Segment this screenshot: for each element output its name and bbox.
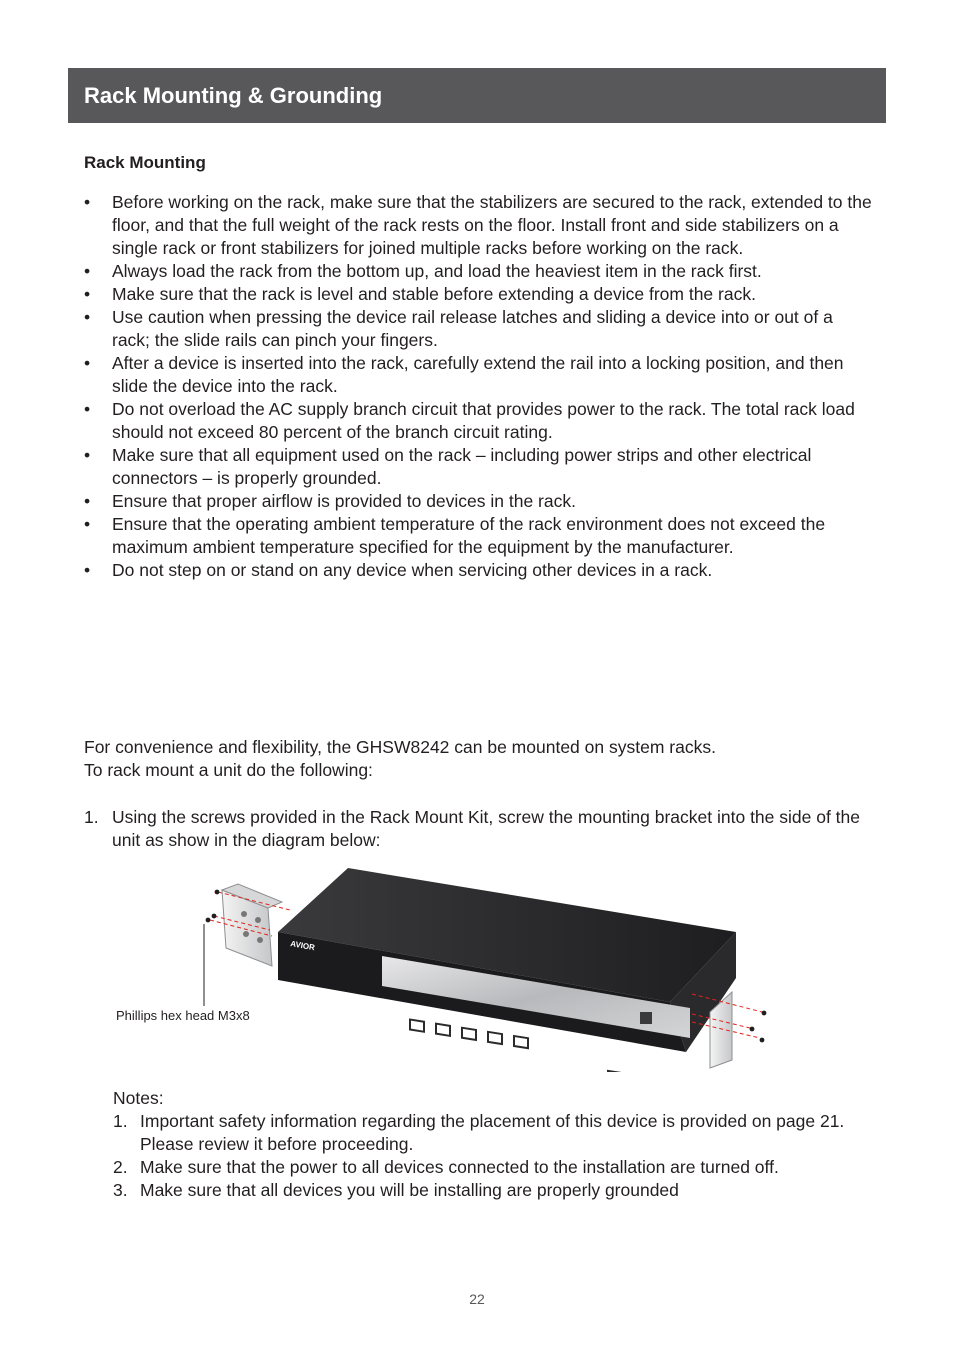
- bullet-item: [84, 513, 874, 559]
- bullet-symbol: •: [84, 261, 91, 281]
- bullet-text: Ensure that the operating ambient temperature of the rack environment does not exceed the maximum ambient temperature specified for the equipment by the manufacturer.: [112, 514, 826, 557]
- bullet-symbol: •: [84, 514, 91, 534]
- bullet-item: [84, 490, 874, 513]
- rack-mount-diagram: [110, 862, 790, 1072]
- note-text: Make sure that the power to all devices connected to the installation are turned off.: [140, 1157, 779, 1177]
- note-text: Important safety information regarding the placement of this device is provided on page 21. Please review it before proceeding.: [140, 1111, 845, 1154]
- section-heading-rack-mounting: Rack Mounting: [84, 153, 206, 172]
- screw-icon: [215, 890, 220, 895]
- note-number: 1.: [113, 1111, 128, 1131]
- screw-icon: [762, 1011, 767, 1016]
- bullet-text: After a device is inserted into the rack, carefully extend the rail into a locking position, and then slide the device into the rack.: [112, 353, 844, 396]
- page-number: 22: [469, 1291, 485, 1307]
- step-text: Using the screws provided in the Rack Mount Kit, screw the mounting bracket into the side of the unit as show in the diagram below:: [112, 807, 861, 850]
- screw-icon: [760, 1038, 765, 1043]
- bullet-symbol: •: [84, 491, 91, 511]
- ir-window: [640, 1012, 652, 1024]
- section-header-bar: [68, 68, 886, 123]
- bullet-item: [84, 306, 874, 352]
- bullet-symbol: •: [84, 307, 91, 327]
- notes-list: [113, 1110, 853, 1202]
- notes-title: Notes:: [113, 1088, 164, 1108]
- bullet-item: [84, 444, 874, 490]
- bullet-symbol: •: [84, 560, 91, 580]
- bullet-symbol: •: [84, 353, 91, 373]
- intro-line-2: To rack mount a unit do the following:: [84, 760, 373, 780]
- step-item: [84, 806, 874, 852]
- bullet-text: Ensure that proper airflow is provided to devices in the rack.: [112, 491, 576, 511]
- screw-callout-label: Phillips hex head M3x8: [116, 1008, 250, 1023]
- bullet-text: Before working on the rack, make sure that the stabilizers are secured to the rack, extended to the floor, and that the full weight of the rack rests on the floor. Install front and side stabilizers on a single rack or front stabilizers for joined multiple racks before working on the rack.: [112, 192, 872, 258]
- note-item: [113, 1179, 853, 1202]
- intro-paragraph: [84, 736, 874, 782]
- bullet-symbol: •: [84, 192, 91, 212]
- bullet-item: [84, 283, 874, 306]
- bullet-item: [84, 260, 874, 283]
- note-text: Make sure that all devices you will be installing are properly grounded: [140, 1180, 679, 1200]
- bullet-text: Do not step on or stand on any device when servicing other devices in a rack.: [112, 560, 713, 580]
- note-number: 2.: [113, 1157, 128, 1177]
- safety-bullet-list: [84, 191, 874, 582]
- note-number: 3.: [113, 1180, 128, 1200]
- note-item: [113, 1156, 853, 1179]
- note-item: [113, 1110, 853, 1156]
- switch-unit: [278, 868, 736, 1072]
- screw-icon: [750, 1027, 755, 1032]
- bullet-item: [84, 352, 874, 398]
- bullet-item: [84, 559, 874, 582]
- bullet-symbol: •: [84, 445, 91, 465]
- intro-line-1: For convenience and flexibility, the GHSW8242 can be mounted on system racks.: [84, 737, 716, 757]
- brand-logo: AVIOR: [289, 939, 316, 953]
- bullet-symbol: •: [84, 284, 91, 304]
- bullet-text: Use caution when pressing the device rail release latches and sliding a device into or out of a rack; the slide rails can pinch your fingers.: [112, 307, 833, 350]
- step-number: 1.: [84, 807, 99, 827]
- bullet-symbol: •: [84, 399, 91, 419]
- bullet-text: Make sure that all equipment used on the rack – including power strips and other electrical connectors – is properly grounded.: [112, 445, 812, 488]
- bullet-text: Do not overload the AC supply branch circuit that provides power to the rack. The total rack load should not exceed 80 percent of the branch circuit rating.: [112, 399, 855, 442]
- screw-icon: [206, 918, 211, 923]
- bullet-item: [84, 191, 874, 260]
- bullet-item: [84, 398, 874, 444]
- bullet-text: Make sure that the rack is level and stable before extending a device from the rack.: [112, 284, 756, 304]
- page-title: Rack Mounting & Grounding: [84, 83, 383, 108]
- procedure-steps: [84, 806, 874, 852]
- screw-icon: [212, 914, 217, 919]
- bullet-text: Always load the rack from the bottom up, and load the heaviest item in the rack first.: [112, 261, 762, 281]
